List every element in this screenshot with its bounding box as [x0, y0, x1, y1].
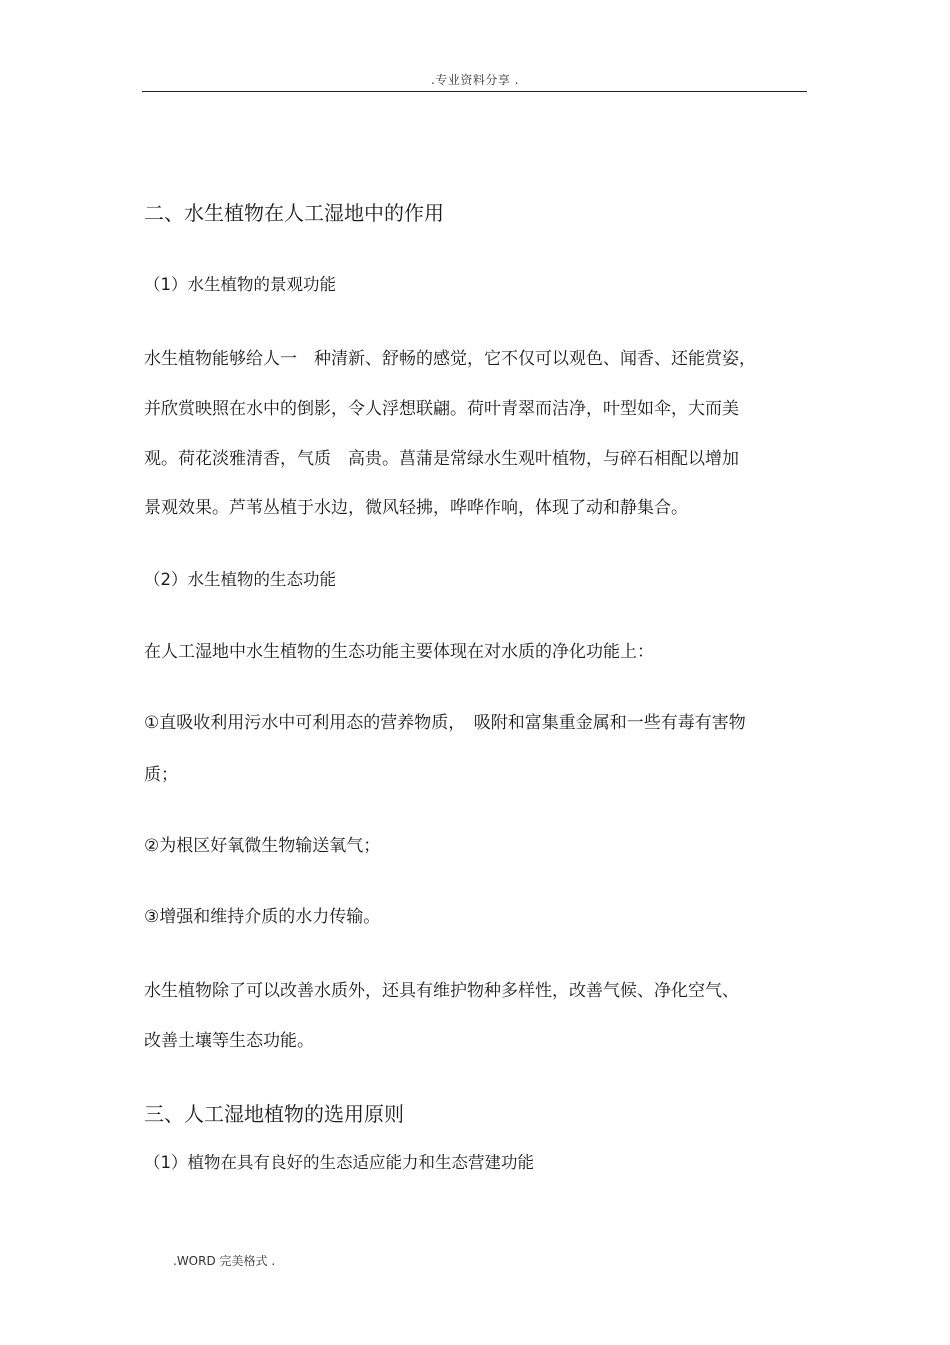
list-item-1-line-1: ①直吸收利用污水中可利用态的营养物质， 吸附和富集重金属和一些有毒有害物 — [144, 713, 746, 733]
paragraph-landscape-line-4: 景观效果。芦苇丛植于水边，微风轻拂，哗哗作响，体现了动和静集合。 — [144, 498, 688, 518]
paragraph-landscape-line-2: 并欣赏映照在水中的倒影，令人浮想联翩。荷叶青翠而洁净，叶型如伞，大而美 — [144, 399, 739, 419]
paragraph-ecology-intro: 在人工湿地中水生植物的生态功能主要体现在对水质的净化功能上： — [144, 642, 654, 662]
page-footer: .WORD 完美格式 . — [173, 1254, 276, 1268]
list-item-1-line-2: 质； — [144, 765, 178, 785]
paragraph-landscape-line-1: 水生植物能够给人一 种清新、舒畅的感觉，它不仅可以观色、闻香、还能赏姿， — [144, 349, 756, 369]
section-heading-2: 二、水生植物在人工湿地中的作用 — [144, 201, 444, 225]
subsection-title-selection: （1）植物在具有良好的生态适应能力和生态营建功能 — [144, 1153, 534, 1172]
paragraph-landscape-line-3: 观。荷花淡雅清香，气质 高贵。菖蒲是常绿水生观叶植物，与碎石相配以增加 — [144, 449, 739, 469]
list-item-2: ②为根区好氧微生物输送氧气； — [144, 836, 381, 856]
paragraph-summary-line-1: 水生植物除了可以改善水质外，还具有维护物种多样性，改善气候、净化空气、 — [144, 981, 739, 1001]
subsection-title-ecology: （2）水生植物的生态功能 — [144, 570, 336, 589]
subsection-title-landscape: （1）水生植物的景观功能 — [144, 275, 336, 294]
section-heading-3: 三、人工湿地植物的选用原则 — [144, 1102, 404, 1126]
list-item-3: ③增强和维持介质的水力传输。 — [144, 907, 381, 927]
page-header: .专业资料分享 . — [431, 73, 519, 87]
paragraph-summary-line-2: 改善土壤等生态功能。 — [144, 1031, 314, 1051]
header-divider — [142, 91, 807, 92]
